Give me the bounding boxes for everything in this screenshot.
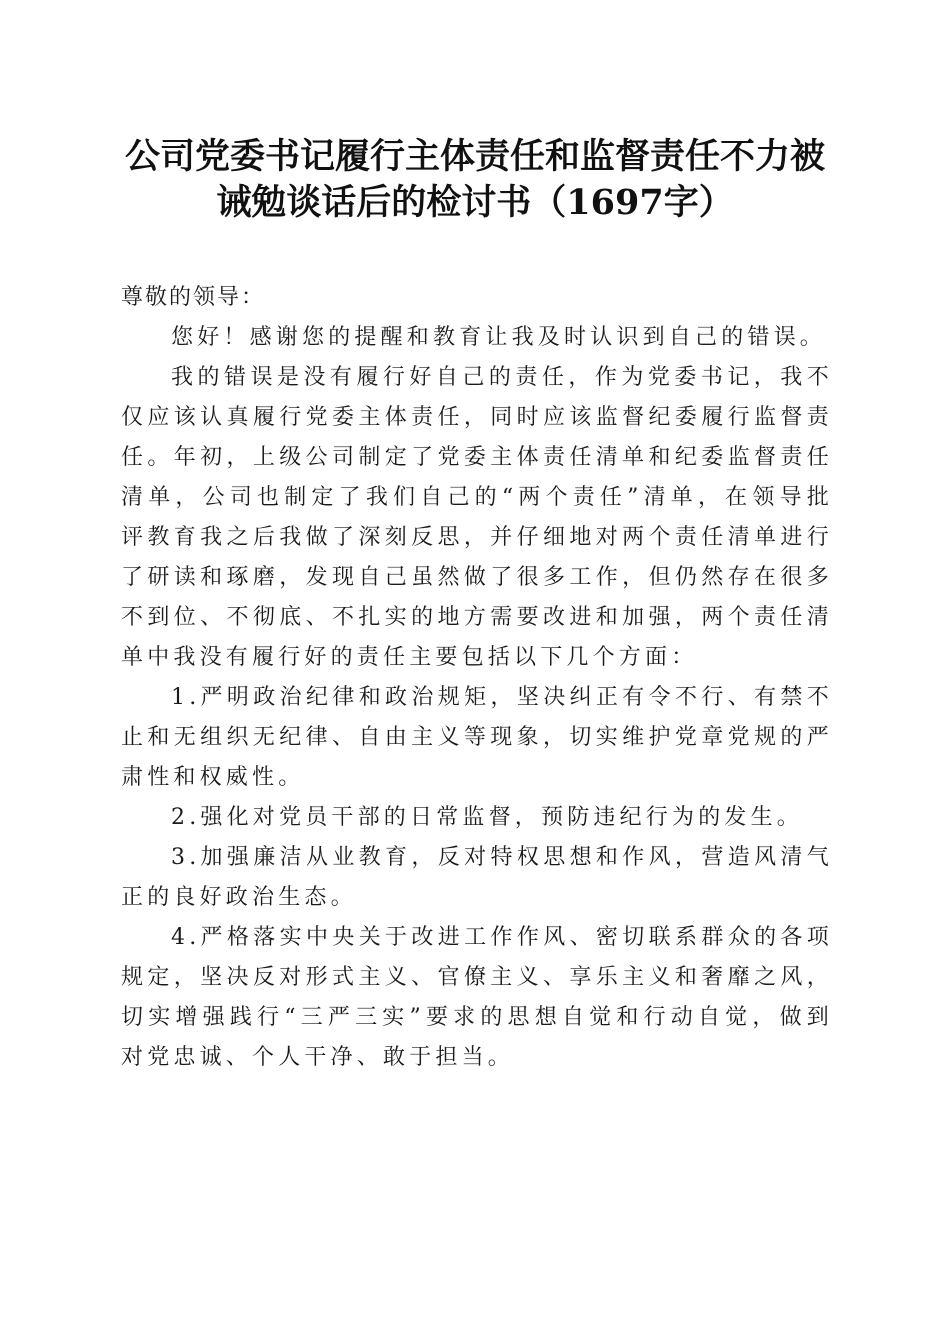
list-item-1: 1.严明政治纪律和政治规矩，坚决纠正有令不行、有禁不止和无组织无纪律、自由主义等现象，切实维护党章党规的严肃性和权威性。 [121,685,833,790]
list-item-4: 4.严格落实中央关于改进工作作风、密切联系群众的各项规定，坚决反对形式主义、官僚主义、享乐主义和奢靡之风，切实增强践行“三严三实”要求的思想自觉和行动自觉，做到对党忠诚、个人干净、敢于担当。 [121,925,833,1070]
paragraph-greeting: 您好！感谢您的提醒和教育让我及时认识到自己的错误。 [171,325,827,350]
document-title [100,134,850,226]
paragraph-main: 我的错误是没有履行好自己的责任，作为党委书记，我不仅应该认真履行党委主体责任，同时应该监督纪委履行监督责任。年初，上级公司制定了党委主体责任清单和纪委监督责任清单，公司也制定了我们自己的“两个责任”清单，在领导批评教育我之后我做了深刻反思，并仔细地对两个责任清单进行了研读和琢磨，发现自己虽然做了很多工作，但仍然存在很多不到位、不彻底、不扎实的地方需要改进和加强，两个责任清单中我没有履行好的责任主要包括以下几个方面： [121,365,833,670]
list-item-2: 2.强化对党员干部的日常监督，预防违纪行为的发生。 [171,805,803,830]
title-line-1: 公司党委书记履行主体责任和监督责任不力被 [124,136,825,177]
salutation: 尊敬的领导： [121,285,266,310]
title-line-2: 诫勉谈话后的检讨书（1697字） [216,182,734,223]
document-body [121,278,833,1078]
list-item-3: 3.加强廉洁从业教育，反对特权思想和作风，营造风清气正的良好政治生态。 [121,845,833,910]
